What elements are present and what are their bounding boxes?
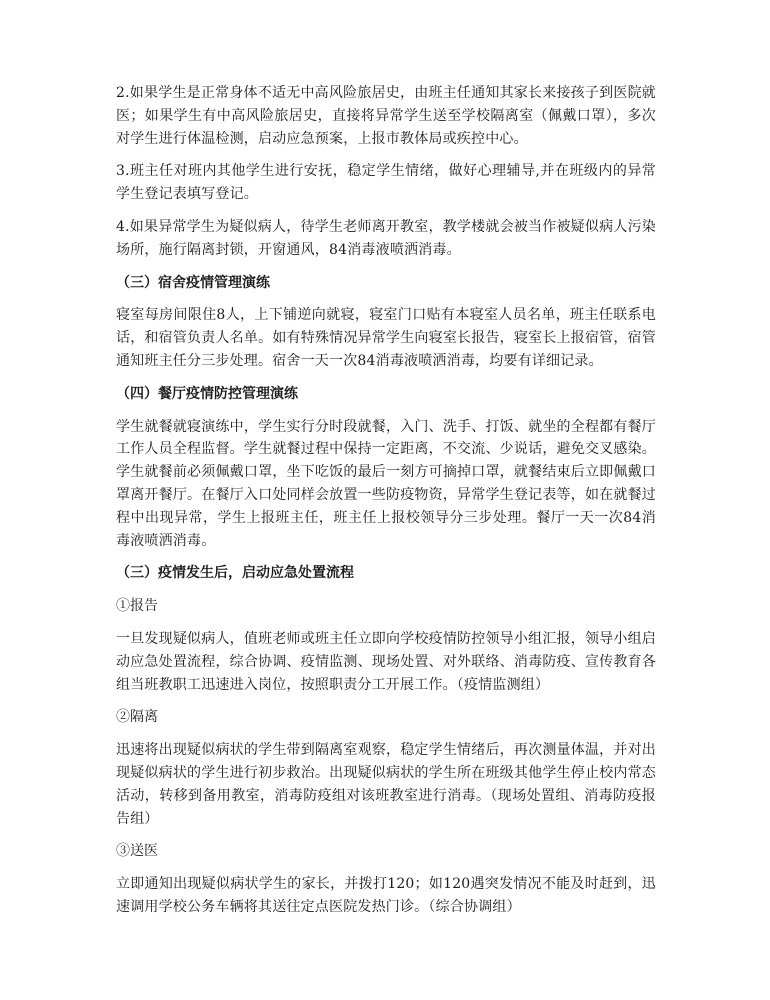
paragraph-hospital-step: 立即通知出现疑似病状学生的家长，并拨打120；如120遇突发情况不能及时赶到，迅速调用学校公务车辆将其送往定点医院发热门诊。（综合协调组）: [116, 876, 656, 915]
step-label-report: ①报告: [116, 598, 158, 615]
paragraph-isolation-step: 迅速将出现疑似病状的学生带到隔离室观察，稳定学生情绪后，再次测量体温，并对出现疑似病状的学生进行初步救治。出现疑似病状的学生所在班级其他学生停止校内常态活动，转移到备用教室，消毒防疫组对该班教室进行消毒。（现场处置组、消毒防疫报告组）: [116, 742, 656, 827]
paragraph-suspected-case-isolation: 4.如果异常学生为疑似病人，待学生老师离开教室，教学楼就会被当作被疑似病人污染场所，施行隔离封锁，开窗通风，84消毒液喷洒消毒。: [116, 218, 656, 258]
step-label-hospital: ③送医: [116, 843, 158, 860]
section-heading-emergency-process: （三）疫情发生后，启动应急处置流程: [116, 565, 354, 582]
paragraph-report-step: 一旦发现疑似病人，值班老师或班主任立即向学校疫情防控领导小组汇报，领导小组启动应急处置流程，综合协调、疫情监测、现场处置、对外联络、消毒防疫、宣传教育各组当班教职工迅速进入岗位，按照职责分工开展工作。（疫情监测组）: [116, 630, 656, 693]
step-label-isolation: ②隔离: [116, 709, 158, 726]
paragraph-parent-notification: 2.如果学生是正常身体不适无中高风险旅居史，由班主任通知其家长来接孩子到医院就医；如果学生有中高风险旅居史，直接将异常学生送至学校隔离室（佩戴口罩），多次对学生进行体温检测，启动应急预案，上报市教体局或疾控中心。: [116, 85, 656, 147]
document-body: [116, 82, 656, 929]
paragraph-dormitory-rules: 寝室每房间限住8人，上下铺逆向就寝，寝室门口贴有本寝室人员名单，班主任联系电话，和宿管负责人名单。如有特殊情况异常学生向寝室长报告，寝室长上报宿管，宿管通知班主任分三步处理。宿舍一天一次84消毒液喷洒消毒，均要有详细记录。: [116, 307, 656, 369]
paragraph-class-teacher-comfort: 3.班主任对班内其他学生进行安抚，稳定学生情绪，做好心理辅导,并在班级内的异常学生登记表填写登记。: [116, 163, 656, 203]
section-heading-canteen: （四）餐厅疫情防控管理演练: [116, 385, 298, 402]
paragraph-canteen-rules: 学生就餐就寝演练中，学生实行分时段就餐，入门、洗手、打饭、就坐的全程都有餐厅工作人员全程监督。学生就餐过程中保持一定距离，不交流、少说话，避免交叉感染。学生就餐前必须佩戴口罩，坐下吃饭的最后一刻方可摘掉口罩，就餐结束后立即佩戴口罩离开餐厅。在餐厅入口处同样会放置一些防疫物资，异常学生登记表等，如在就餐过程中出现异常，学生上报班主任，班主任上报校领导分三步处理。餐厅一天一次84消毒液喷洒消毒。: [116, 418, 656, 549]
section-heading-dormitory: （三）宿舍疫情管理演练: [116, 274, 270, 291]
